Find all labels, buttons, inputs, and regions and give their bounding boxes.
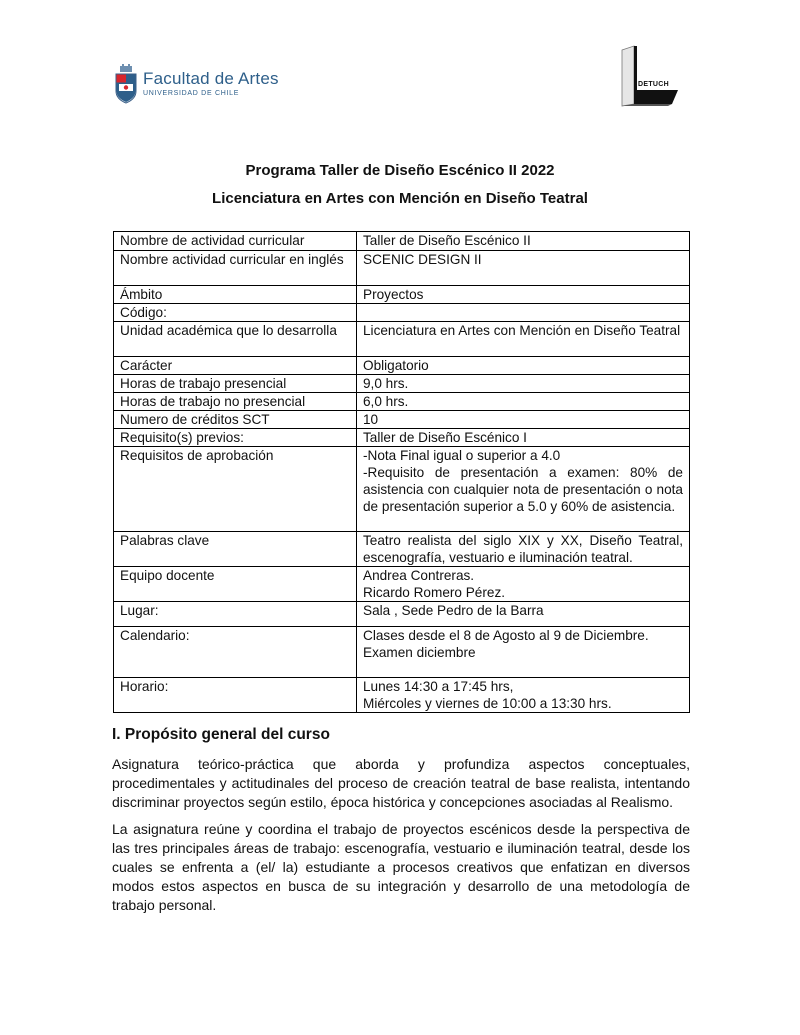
section-heading: I. Propósito general del curso <box>112 726 330 743</box>
logo-sub-text: UNIVERSIDAD DE CHILE <box>143 90 240 97</box>
teacher-name-2: Ricardo Romero Pérez. <box>363 585 506 600</box>
row-value <box>357 447 690 532</box>
table-row <box>114 678 690 713</box>
document-title: Programa Taller de Diseño Escénico II 2022 <box>245 162 555 179</box>
table-row <box>114 357 690 375</box>
table-row <box>114 251 690 286</box>
row-label: Calendario: <box>114 627 357 678</box>
logo-main-text: Facultad de Artes <box>143 69 279 88</box>
row-label: Nombre de actividad curricular <box>114 232 357 251</box>
calendar-classes: Clases desde el 8 de Agosto al 9 de Diciembre. <box>363 628 649 643</box>
schedule-line-1: Lunes 14:30 a 17:45 hrs, <box>363 679 514 694</box>
row-label: Ámbito <box>114 286 357 304</box>
row-value: Proyectos <box>357 286 690 304</box>
row-value: Taller de Diseño Escénico II <box>357 232 690 251</box>
detuch-logo-text: DETUCH <box>638 81 669 88</box>
row-value: Teatro realista del siglo XIX y XX, Diseño Teatral, escenografía, vestuario e iluminación teatral. <box>357 532 690 567</box>
approval-requirement-1: -Nota Final igual o superior a 4.0 <box>363 448 561 463</box>
row-value: 9,0 hrs. <box>357 375 690 393</box>
row-label: Requisitos de aprobación <box>114 447 357 532</box>
table-row <box>114 322 690 357</box>
approval-requirement-2: -Requisito de presentación a examen: 80% de asistencia con cualquier nota de presentación o nota de presentación superior a 5.0 y 60% de asistencia. <box>363 465 683 514</box>
paragraph: Asignatura teórico-práctica que aborda y profundiza aspectos conceptuales, procedimentales y actitudinales del proceso de creación teatral de base realista, intentando discriminar proyectos según estilo, época histórica y concepciones asociadas al Realismo. <box>112 756 690 810</box>
facultad-de-artes-logo <box>113 64 279 104</box>
table-row <box>114 532 690 567</box>
table-row <box>114 393 690 411</box>
table-row <box>114 411 690 429</box>
table-row <box>114 429 690 447</box>
row-value: 10 <box>357 411 690 429</box>
page-header <box>0 0 800 120</box>
row-value <box>357 627 690 678</box>
row-label: Carácter <box>114 357 357 375</box>
row-value: 6,0 hrs. <box>357 393 690 411</box>
table-row <box>114 602 690 627</box>
row-label: Horas de trabajo no presencial <box>114 393 357 411</box>
table-row <box>114 567 690 602</box>
table-row <box>114 447 690 532</box>
row-value <box>357 304 690 322</box>
row-label: Unidad académica que lo desarrolla <box>114 322 357 357</box>
row-label: Horas de trabajo presencial <box>114 375 357 393</box>
row-label: Equipo docente <box>114 567 357 602</box>
row-label: Nombre actividad curricular en inglés <box>114 251 357 286</box>
course-info-table <box>113 231 690 713</box>
row-value: Sala , Sede Pedro de la Barra <box>357 602 690 627</box>
table-row <box>114 375 690 393</box>
row-value: Taller de Diseño Escénico I <box>357 429 690 447</box>
table-row <box>114 304 690 322</box>
row-label: Requisito(s) previos: <box>114 429 357 447</box>
row-label: Horario: <box>114 678 357 713</box>
row-value: Licenciatura en Artes con Mención en Diseño Teatral <box>357 322 690 357</box>
table-row <box>114 627 690 678</box>
row-value: Obligatorio <box>357 357 690 375</box>
detuch-logo-mark <box>616 44 680 108</box>
row-label: Código: <box>114 304 357 322</box>
teacher-name-1: Andrea Contreras. <box>363 568 475 583</box>
document-subtitle: Licenciatura en Artes con Mención en Diseño Teatral <box>212 190 588 207</box>
row-label: Palabras clave <box>114 532 357 567</box>
row-value <box>357 567 690 602</box>
table-row <box>114 286 690 304</box>
detuch-logo <box>616 44 680 108</box>
university-seal-icon <box>113 64 139 104</box>
schedule-line-2: Miércoles y viernes de 10:00 a 13:30 hrs. <box>363 696 612 711</box>
calendar-exam: Examen diciembre <box>363 645 476 660</box>
row-value: SCENIC DESIGN II <box>357 251 690 286</box>
table-row <box>114 232 690 251</box>
row-value <box>357 678 690 713</box>
row-label: Lugar: <box>114 602 357 627</box>
row-label: Numero de créditos SCT <box>114 411 357 429</box>
paragraph: La asignatura reúne y coordina el trabajo de proyectos escénicos desde la perspectiva de las tres principales áreas de trabajo: escenografía, vestuario e iluminación teatral, desde los cuales se enfrenta a (el/ la) estudiante a procesos creativos que enfatizan en diversos modos estos aspectos en busca de su integración y desarrollo de una metodología de trabajo personal. <box>112 821 690 913</box>
